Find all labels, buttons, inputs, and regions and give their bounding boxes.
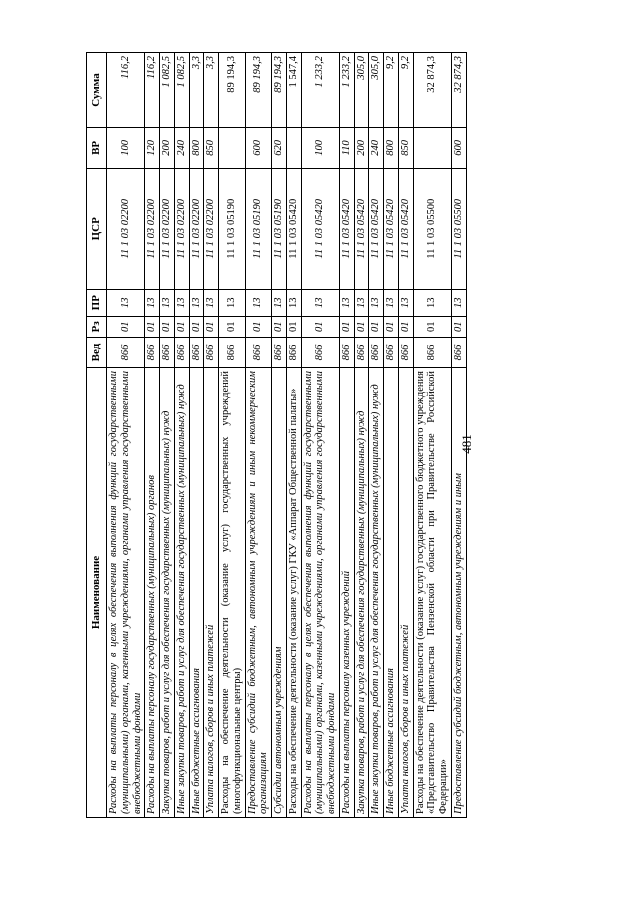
row-pr-cell: 13 bbox=[286, 289, 301, 316]
row-pr-cell: 13 bbox=[107, 289, 145, 316]
row-sum-cell: 9,2 bbox=[384, 53, 399, 128]
table-row bbox=[369, 53, 384, 818]
row-ved-cell: 866 bbox=[174, 338, 189, 368]
row-pr-cell: 13 bbox=[369, 289, 384, 316]
row-rz-cell: 01 bbox=[339, 316, 354, 337]
row-ved-cell: 866 bbox=[204, 338, 219, 368]
row-csr-cell: 11 1 03 02200 bbox=[189, 168, 204, 289]
row-ved-cell: 866 bbox=[286, 338, 301, 368]
row-rz-cell: 01 bbox=[174, 316, 189, 337]
table-row bbox=[398, 53, 413, 818]
table-row bbox=[189, 53, 204, 818]
row-pr-cell: 13 bbox=[219, 289, 246, 316]
row-csr-cell: 11 1 03 05500 bbox=[413, 168, 451, 289]
row-vr-cell: 200 bbox=[354, 128, 369, 169]
row-name-cell: Предоставление субсидий бюджетным, автономным учреждениям и иным некоммерческим организациям bbox=[245, 368, 272, 818]
table-header-row bbox=[87, 53, 107, 818]
row-vr-cell: 240 bbox=[369, 128, 384, 169]
row-ved-cell: 866 bbox=[107, 338, 145, 368]
row-ved-cell: 866 bbox=[451, 338, 466, 368]
rotated-table-container bbox=[86, 52, 564, 818]
table-row bbox=[354, 53, 369, 818]
row-sum-cell: 89 194,3 bbox=[219, 53, 246, 128]
row-rz-cell: 01 bbox=[398, 316, 413, 337]
table-row bbox=[107, 53, 145, 818]
row-ved-cell: 866 bbox=[384, 338, 399, 368]
row-ved-cell: 866 bbox=[369, 338, 384, 368]
row-pr-cell: 13 bbox=[189, 289, 204, 316]
row-pr-cell: 13 bbox=[451, 289, 466, 316]
page-number: 481 bbox=[459, 434, 474, 454]
row-name-cell: Расходы на выплаты персоналу в целях обеспечения выполнения функций государственными (муниципальными) органами, казенными учреждениями, органами управления государственными внебюджетными фондами bbox=[107, 368, 145, 818]
row-name-cell: Субсидии автономным учреждениям bbox=[272, 368, 287, 818]
row-rz-cell: 01 bbox=[219, 316, 246, 337]
row-pr-cell: 13 bbox=[272, 289, 287, 316]
header-sum: Сумма bbox=[87, 53, 107, 128]
header-vr: ВР bbox=[87, 128, 107, 169]
row-csr-cell: 11 1 03 05190 bbox=[245, 168, 272, 289]
row-sum-cell: 1 233,2 bbox=[339, 53, 354, 128]
row-vr-cell: 800 bbox=[189, 128, 204, 169]
row-vr-cell: 110 bbox=[339, 128, 354, 169]
row-rz-cell: 01 bbox=[189, 316, 204, 337]
table-row bbox=[272, 53, 287, 818]
row-csr-cell: 11 1 03 05420 bbox=[286, 168, 301, 289]
row-rz-cell: 01 bbox=[451, 316, 466, 337]
row-name-cell: Уплата налогов, сборов и иных платежей bbox=[398, 368, 413, 818]
row-vr-cell: 600 bbox=[451, 128, 466, 169]
row-rz-cell: 01 bbox=[301, 316, 339, 337]
row-vr-cell: 200 bbox=[160, 128, 175, 169]
row-ved-cell: 866 bbox=[398, 338, 413, 368]
row-name-cell: Иные бюджетные ассигнования bbox=[189, 368, 204, 818]
row-sum-cell: 89 194,3 bbox=[245, 53, 272, 128]
row-vr-cell: 620 bbox=[272, 128, 287, 169]
row-vr-cell bbox=[413, 128, 451, 169]
row-name-cell: Закупка товаров, работ и услуг для обеспечения государственных (муниципальных) нужд bbox=[354, 368, 369, 818]
row-rz-cell: 01 bbox=[384, 316, 399, 337]
row-pr-cell: 13 bbox=[398, 289, 413, 316]
table-row bbox=[145, 53, 160, 818]
row-rz-cell: 01 bbox=[413, 316, 451, 337]
row-csr-cell: 11 1 03 05500 bbox=[451, 168, 466, 289]
row-sum-cell: 1 082,5 bbox=[174, 53, 189, 128]
row-rz-cell: 01 bbox=[204, 316, 219, 337]
row-name-cell: Иные бюджетные ассигнования bbox=[384, 368, 399, 818]
row-sum-cell: 9,2 bbox=[398, 53, 413, 128]
row-sum-cell: 1 082,5 bbox=[160, 53, 175, 128]
row-pr-cell: 13 bbox=[160, 289, 175, 316]
row-sum-cell: 3,3 bbox=[189, 53, 204, 128]
row-csr-cell: 11 1 03 05420 bbox=[339, 168, 354, 289]
table-row bbox=[451, 53, 466, 818]
row-vr-cell: 850 bbox=[398, 128, 413, 169]
row-sum-cell: 3,3 bbox=[204, 53, 219, 128]
row-name-cell: Расходы на обеспечение деятельности (оказание услуг) государственного бюджетного учреждения «Представительство Правительства Пензенской области при Правительстве Российской Федерации» bbox=[413, 368, 451, 818]
row-ved-cell: 866 bbox=[413, 338, 451, 368]
row-pr-cell: 13 bbox=[339, 289, 354, 316]
budget-table bbox=[86, 52, 467, 818]
row-vr-cell: 240 bbox=[174, 128, 189, 169]
row-rz-cell: 01 bbox=[286, 316, 301, 337]
row-ved-cell: 866 bbox=[189, 338, 204, 368]
header-csr: ЦСР bbox=[87, 168, 107, 289]
header-pr: ПР bbox=[87, 289, 107, 316]
row-name-cell: Уплата налогов, сборов и иных платежей bbox=[204, 368, 219, 818]
table-row bbox=[174, 53, 189, 818]
table-row bbox=[301, 53, 339, 818]
row-sum-cell: 116,2 bbox=[107, 53, 145, 128]
row-ved-cell: 866 bbox=[301, 338, 339, 368]
row-name-cell: Иные закупки товаров, работ и услуг для обеспечения государственных (муниципальных) нужд bbox=[369, 368, 384, 818]
row-ved-cell: 866 bbox=[145, 338, 160, 368]
row-sum-cell: 32 874,3 bbox=[451, 53, 466, 128]
row-ved-cell: 866 bbox=[339, 338, 354, 368]
table-row bbox=[413, 53, 451, 818]
row-name-cell: Расходы на выплаты персоналу казенных учреждений bbox=[339, 368, 354, 818]
row-name-cell: Расходы на обеспечение деятельности (оказание услуг) государственных учреждений (многофункциональные центры) bbox=[219, 368, 246, 818]
row-rz-cell: 01 bbox=[369, 316, 384, 337]
row-csr-cell: 11 1 03 05190 bbox=[272, 168, 287, 289]
row-pr-cell: 13 bbox=[354, 289, 369, 316]
row-vr-cell: 120 bbox=[145, 128, 160, 169]
row-csr-cell: 11 1 03 05420 bbox=[301, 168, 339, 289]
row-sum-cell: 89 194,3 bbox=[272, 53, 287, 128]
table-row bbox=[219, 53, 246, 818]
row-sum-cell: 1 547,4 bbox=[286, 53, 301, 128]
header-ved: Вед bbox=[87, 338, 107, 368]
row-csr-cell: 11 1 03 05420 bbox=[369, 168, 384, 289]
row-ved-cell: 866 bbox=[272, 338, 287, 368]
row-rz-cell: 01 bbox=[245, 316, 272, 337]
row-csr-cell: 11 1 03 02200 bbox=[174, 168, 189, 289]
row-pr-cell: 13 bbox=[245, 289, 272, 316]
row-sum-cell: 116,2 bbox=[145, 53, 160, 128]
row-rz-cell: 01 bbox=[272, 316, 287, 337]
row-vr-cell: 600 bbox=[245, 128, 272, 169]
row-vr-cell: 850 bbox=[204, 128, 219, 169]
row-vr-cell: 100 bbox=[107, 128, 145, 169]
row-csr-cell: 11 1 03 02200 bbox=[204, 168, 219, 289]
row-pr-cell: 13 bbox=[145, 289, 160, 316]
row-pr-cell: 13 bbox=[301, 289, 339, 316]
row-csr-cell: 11 1 03 05420 bbox=[384, 168, 399, 289]
row-csr-cell: 11 1 03 05190 bbox=[219, 168, 246, 289]
row-name-cell: Иные закупки товаров, работ и услуг для обеспечения государственных (муниципальных) нужд bbox=[174, 368, 189, 818]
row-rz-cell: 01 bbox=[354, 316, 369, 337]
row-sum-cell: 1 233,2 bbox=[301, 53, 339, 128]
row-vr-cell bbox=[219, 128, 246, 169]
header-name: Наименование bbox=[87, 368, 107, 818]
row-ved-cell: 866 bbox=[245, 338, 272, 368]
row-pr-cell: 13 bbox=[204, 289, 219, 316]
table-row bbox=[384, 53, 399, 818]
table-row bbox=[245, 53, 272, 818]
row-sum-cell: 32 874,3 bbox=[413, 53, 451, 128]
row-csr-cell: 11 1 03 02200 bbox=[107, 168, 145, 289]
header-rz: Рз bbox=[87, 316, 107, 337]
row-ved-cell: 866 bbox=[160, 338, 175, 368]
row-name-cell: Закупка товаров, работ и услуг для обеспечения государственных (муниципальных) нужд bbox=[160, 368, 175, 818]
row-rz-cell: 01 bbox=[145, 316, 160, 337]
row-ved-cell: 866 bbox=[219, 338, 246, 368]
table-row bbox=[286, 53, 301, 818]
row-rz-cell: 01 bbox=[107, 316, 145, 337]
row-name-cell: Расходы на выплаты персоналу в целях обеспечения выполнения функций государственными (муниципальными) органами, казенными учреждениями, органами управления государственными внебюджетными фондами bbox=[301, 368, 339, 818]
row-vr-cell: 100 bbox=[301, 128, 339, 169]
row-name-cell: Предоставление субсидий бюджетным, автономным учреждениям и иным bbox=[451, 368, 466, 818]
table-row bbox=[160, 53, 175, 818]
row-csr-cell: 11 1 03 02200 bbox=[145, 168, 160, 289]
row-pr-cell: 13 bbox=[413, 289, 451, 316]
table-row bbox=[339, 53, 354, 818]
row-csr-cell: 11 1 03 02200 bbox=[160, 168, 175, 289]
row-csr-cell: 11 1 03 05420 bbox=[354, 168, 369, 289]
row-sum-cell: 305,0 bbox=[354, 53, 369, 128]
row-sum-cell: 305,0 bbox=[369, 53, 384, 128]
row-vr-cell bbox=[286, 128, 301, 169]
row-name-cell: Расходы на выплаты персоналу государственных (муниципальных) органов bbox=[145, 368, 160, 818]
row-pr-cell: 13 bbox=[384, 289, 399, 316]
row-vr-cell: 800 bbox=[384, 128, 399, 169]
row-ved-cell: 866 bbox=[354, 338, 369, 368]
table-row bbox=[204, 53, 219, 818]
row-pr-cell: 13 bbox=[174, 289, 189, 316]
table-body bbox=[107, 53, 467, 818]
row-csr-cell: 11 1 03 05420 bbox=[398, 168, 413, 289]
row-rz-cell: 01 bbox=[160, 316, 175, 337]
row-name-cell: Расходы на обеспечение деятельности (оказание услуг) ГКУ «Аппарат Общественной палаты» bbox=[286, 368, 301, 818]
